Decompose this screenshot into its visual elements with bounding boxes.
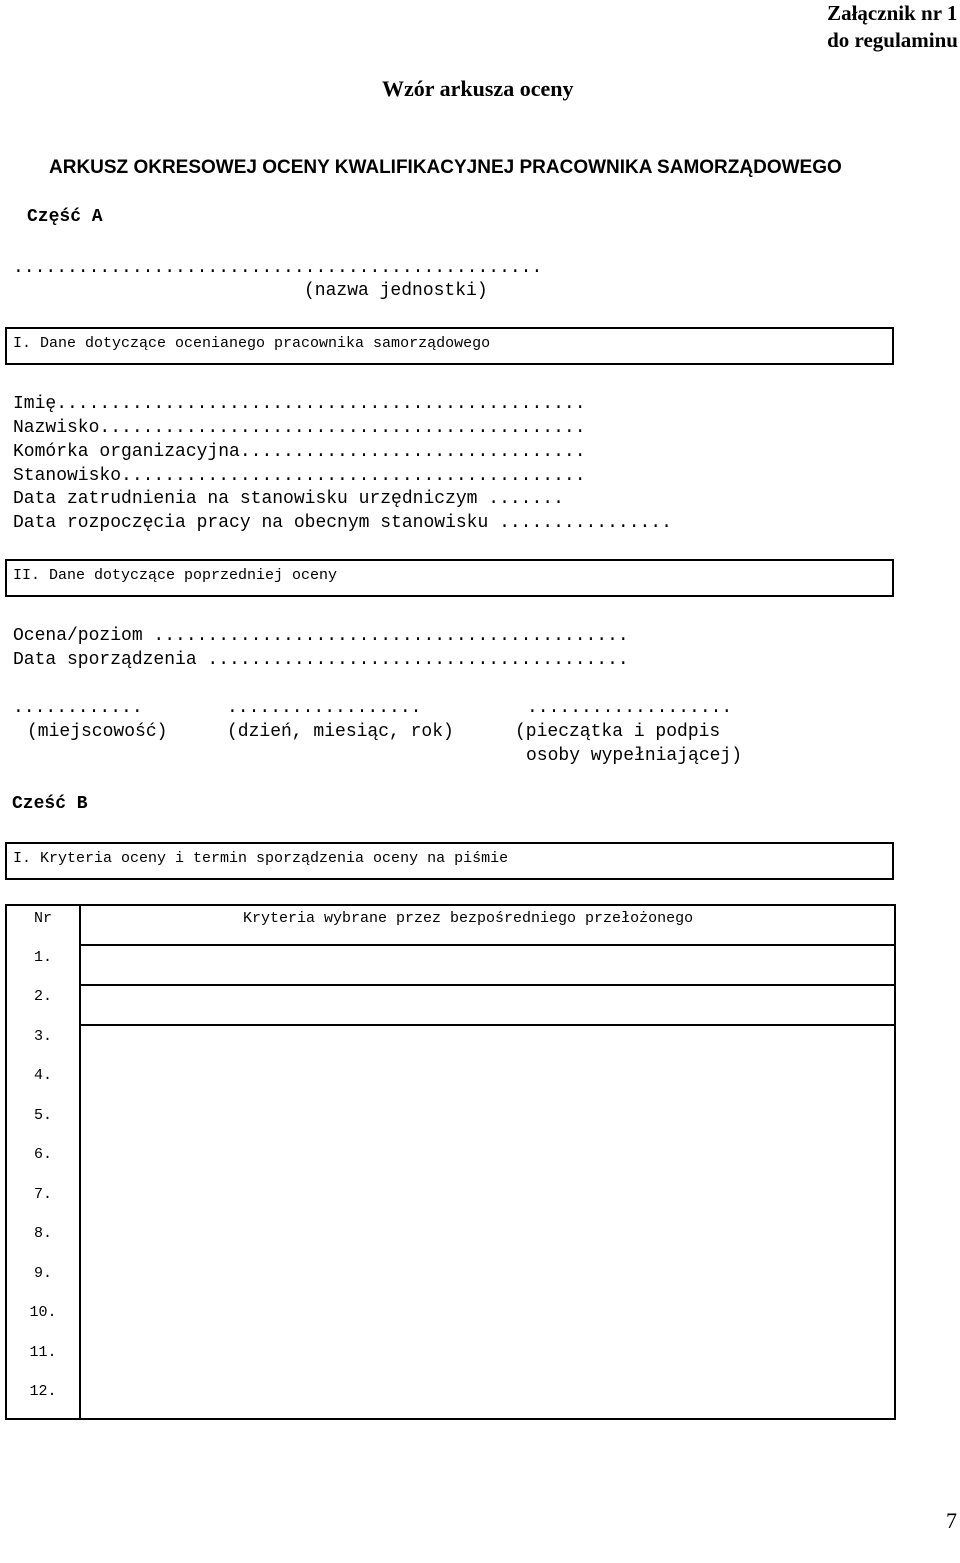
previous-grade-field[interactable]: Ocena/poziom ............................................ [13,626,629,646]
employment-date-field[interactable]: Data zatrudnienia na stanowisku urzędniczym ....... [13,489,564,509]
annex-line2: do regulaminu [827,28,958,52]
table-row-number: 2. [33,988,52,1005]
table-row-number: 8. [33,1225,52,1242]
current-position-start-field[interactable]: Data rozpoczęcia pracy na obecnym stanowisku ................ [13,513,672,533]
department-field[interactable]: Komórka organizacyjna................................ [13,442,586,462]
table-row-number: 12. [29,1383,57,1400]
table-row-number: 7. [33,1186,52,1203]
table-row-number: 3. [33,1028,52,1045]
form-title: Wzór arkusza oceny [382,76,574,101]
criteria-table [5,904,896,1420]
date-caption: (dzień, miesiąc, rok) [227,722,454,742]
signature-caption: (pieczątka i podpis [515,722,721,742]
table-row-number: 1. [33,949,52,966]
unit-name-caption: (nazwa jednostki) [304,281,488,301]
section-2-box [5,559,894,597]
previous-date-field[interactable]: Data sporządzenia ....................................... [13,650,629,670]
signature-caption-cont: osoby wypełniającej) [526,746,743,766]
table-column-divider [79,906,81,1418]
row-divider [79,1024,894,1026]
table-row-number: 10. [29,1304,57,1321]
row-divider [79,944,894,946]
first-name-field[interactable]: Imię................................................. [13,394,586,414]
part-b-label: Cześć B [12,794,88,814]
section-1-title: I. Dane dotyczące ocenianego pracownika samorządowego [13,335,491,352]
table-header-nr: Nr [33,910,52,927]
row-divider [79,984,894,986]
table-row-number: 11. [29,1344,57,1361]
annex-note [827,0,958,54]
annex-line1: Załącznik nr 1 [827,1,958,25]
signature-field[interactable]: ................... [527,698,733,718]
section-1-box [5,327,894,365]
unit-name-field[interactable]: ................................................. [13,258,543,278]
table-row-number: 4. [33,1067,52,1084]
table-row-number: 5. [33,1107,52,1124]
table-header-criteria: Kryteria wybrane przez bezpośredniego przełożonego [243,910,694,927]
section-b1-title: I. Kryteria oceny i termin sporządzenia oceny na piśmie [13,850,509,867]
position-field[interactable]: Stanowisko........................................... [13,466,586,486]
page-title: ARKUSZ OKRESOWEJ OCENY KWALIFIKACYJNEJ PRACOWNIKA SAMORZĄDOWEGO [49,157,842,178]
place-field[interactable]: ............ [13,698,143,718]
section-b1-box [5,842,894,880]
table-row-number: 6. [33,1146,52,1163]
section-2-title: II. Dane dotyczące poprzedniej oceny [13,567,338,584]
table-row-number: 9. [33,1265,52,1282]
date-field[interactable]: .................. [227,698,422,718]
place-caption: (miejscowość) [27,722,168,742]
part-a-label: Część A [27,207,103,227]
page-number: 7 [946,1508,957,1533]
last-name-field[interactable]: Nazwisko............................................. [13,418,586,438]
